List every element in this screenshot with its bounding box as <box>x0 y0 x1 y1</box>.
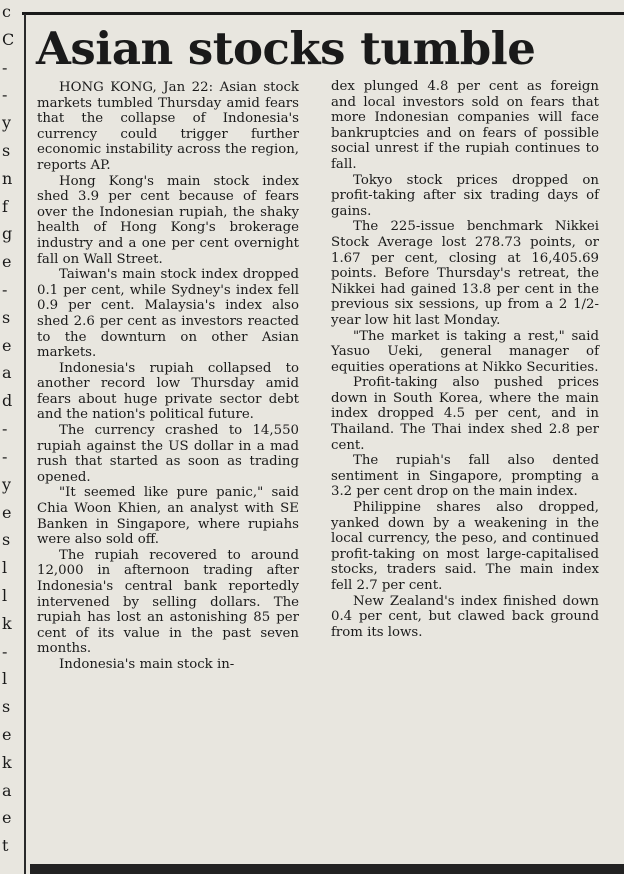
sliver-fragment: l <box>2 669 8 689</box>
sliver-fragment: a <box>2 363 12 383</box>
sliver-fragment: t <box>2 836 9 856</box>
sliver-fragment: s <box>2 307 11 327</box>
paragraph: The rupiah's fall also dented sentiment in Singapore, prompting a 3.2 per cent drop on the main index. <box>331 453 599 500</box>
sliver-fragment: y <box>2 474 12 494</box>
sliver-fragment: n <box>2 168 13 188</box>
paragraph <box>37 80 299 174</box>
dateline: HONG KONG, Jan 22: <box>59 80 214 95</box>
top-rule <box>22 12 624 15</box>
sliver-fragment: - <box>2 446 8 466</box>
sliver-fragment: s <box>2 697 11 717</box>
article-column-right <box>331 79 599 640</box>
paragraph: Tokyo stock prices dropped on profit-taking after six trading days of gains. <box>331 172 599 219</box>
paragraph: "It seemed like pure panic," said Chia Woon Khien, an analyst with SE Banken in Singapore, where rupiahs were also sold off. <box>37 485 299 548</box>
paragraph: The rupiah recovered to around 12,000 in afternoon trading after Indonesia's central bank reportedly intervened by selling dollars. The rupiah has lost an astonishing 85 per cent of its value in the past seven months. <box>37 547 299 657</box>
sliver-fragment: f <box>2 196 8 216</box>
paragraph: Indonesia's rupiah collapsed to another record low Thursday amid fears about huge private sector debt and the nation's political future. <box>37 360 299 423</box>
sliver-fragment: s <box>2 530 11 550</box>
sliver-fragment: y <box>2 113 12 133</box>
paragraph: Taiwan's main stock index dropped 0.1 per cent, while Sydney's index fell 0.9 per cent. Malaysia's index also shed 2.6 per cent as investors reacted to the downturn on other Asian markets. <box>37 267 299 361</box>
paragraph: "The market is taking a rest," said Yasuo Ueki, general manager of equities operations at Nikko Securities. <box>331 328 599 375</box>
paragraph: Indonesia's main stock in- <box>59 656 235 672</box>
sliver-fragment: C <box>2 29 15 49</box>
bottom-rule <box>30 864 624 874</box>
sliver-fragment: d <box>2 391 13 411</box>
sliver-fragment: a <box>2 780 12 800</box>
sliver-fragment: e <box>2 335 12 355</box>
article-column-left <box>37 80 299 673</box>
sliver-fragment: l <box>2 558 8 578</box>
sliver-fragment: e <box>2 808 12 828</box>
paragraph: The currency crashed to 14,550 rupiah against the US dollar in a mad rush that started as soon as trading opened. <box>37 423 299 485</box>
sliver-fragment: - <box>2 280 8 300</box>
sliver-fragment: k <box>2 752 12 772</box>
sliver-fragment: e <box>2 724 12 744</box>
headline: Asian stocks tumble <box>36 22 536 75</box>
paragraph-text: Asian stock markets tumbled Thursday amid fears that the collapse of Indonesia's currency could trigger further economic instability across the region, reports AP. <box>37 80 299 173</box>
sliver-fragment: k <box>2 613 12 633</box>
sliver-fragment: c <box>2 2 11 21</box>
paragraph: The 225-issue benchmark Nikkei Stock Average lost 278.73 points, or 1.67 per cent, closing at 16,405.69 points. Before Thursday's retreat, the Nikkei had gained 13.8 per cent in the previous six sessions, up from a 2 1/2-year low hit last Monday. <box>331 219 599 328</box>
sliver-fragment: l <box>2 585 8 605</box>
paragraph: Hong Kong's main stock index shed 3.9 per cent because of fears over the Indonesian rupiah, the shaky health of Hong Kong's brokerage industry and a one per cent overnight fall on Wall Street. <box>37 173 299 267</box>
sliver-fragment: - <box>2 419 8 439</box>
sliver-fragment: e <box>2 502 12 522</box>
adjacent-column-fragment <box>0 0 22 874</box>
paragraph: Profit-taking also pushed prices down in South Korea, where the main index dropped 4.5 per cent, and in Thailand. The Thai index shed 2.8 per cent. <box>331 375 599 453</box>
paragraph: Philippine shares also dropped, yanked down by a weakening in the local currency, the peso, and continued profit-taking on most large-capitalised stocks, traders said. The main index fell 2.7 per cent. <box>331 500 599 593</box>
sliver-fragment: g <box>2 224 13 244</box>
column-divider <box>24 14 26 874</box>
paragraph: New Zealand's index finished down 0.4 per cent, but clawed back ground from its lows. <box>331 593 599 640</box>
paragraph: dex plunged 4.8 per cent as foreign and local investors sold on fears that more Indonesian companies will face bankruptcies and on fears of possible social unrest if the rupiah continues to fall. <box>331 79 599 172</box>
sliver-fragment: s <box>2 141 11 161</box>
sliver-fragment: - <box>2 57 8 77</box>
sliver-fragment: - <box>2 641 8 661</box>
sliver-fragment: - <box>2 85 8 105</box>
sliver-fragment: e <box>2 252 12 272</box>
